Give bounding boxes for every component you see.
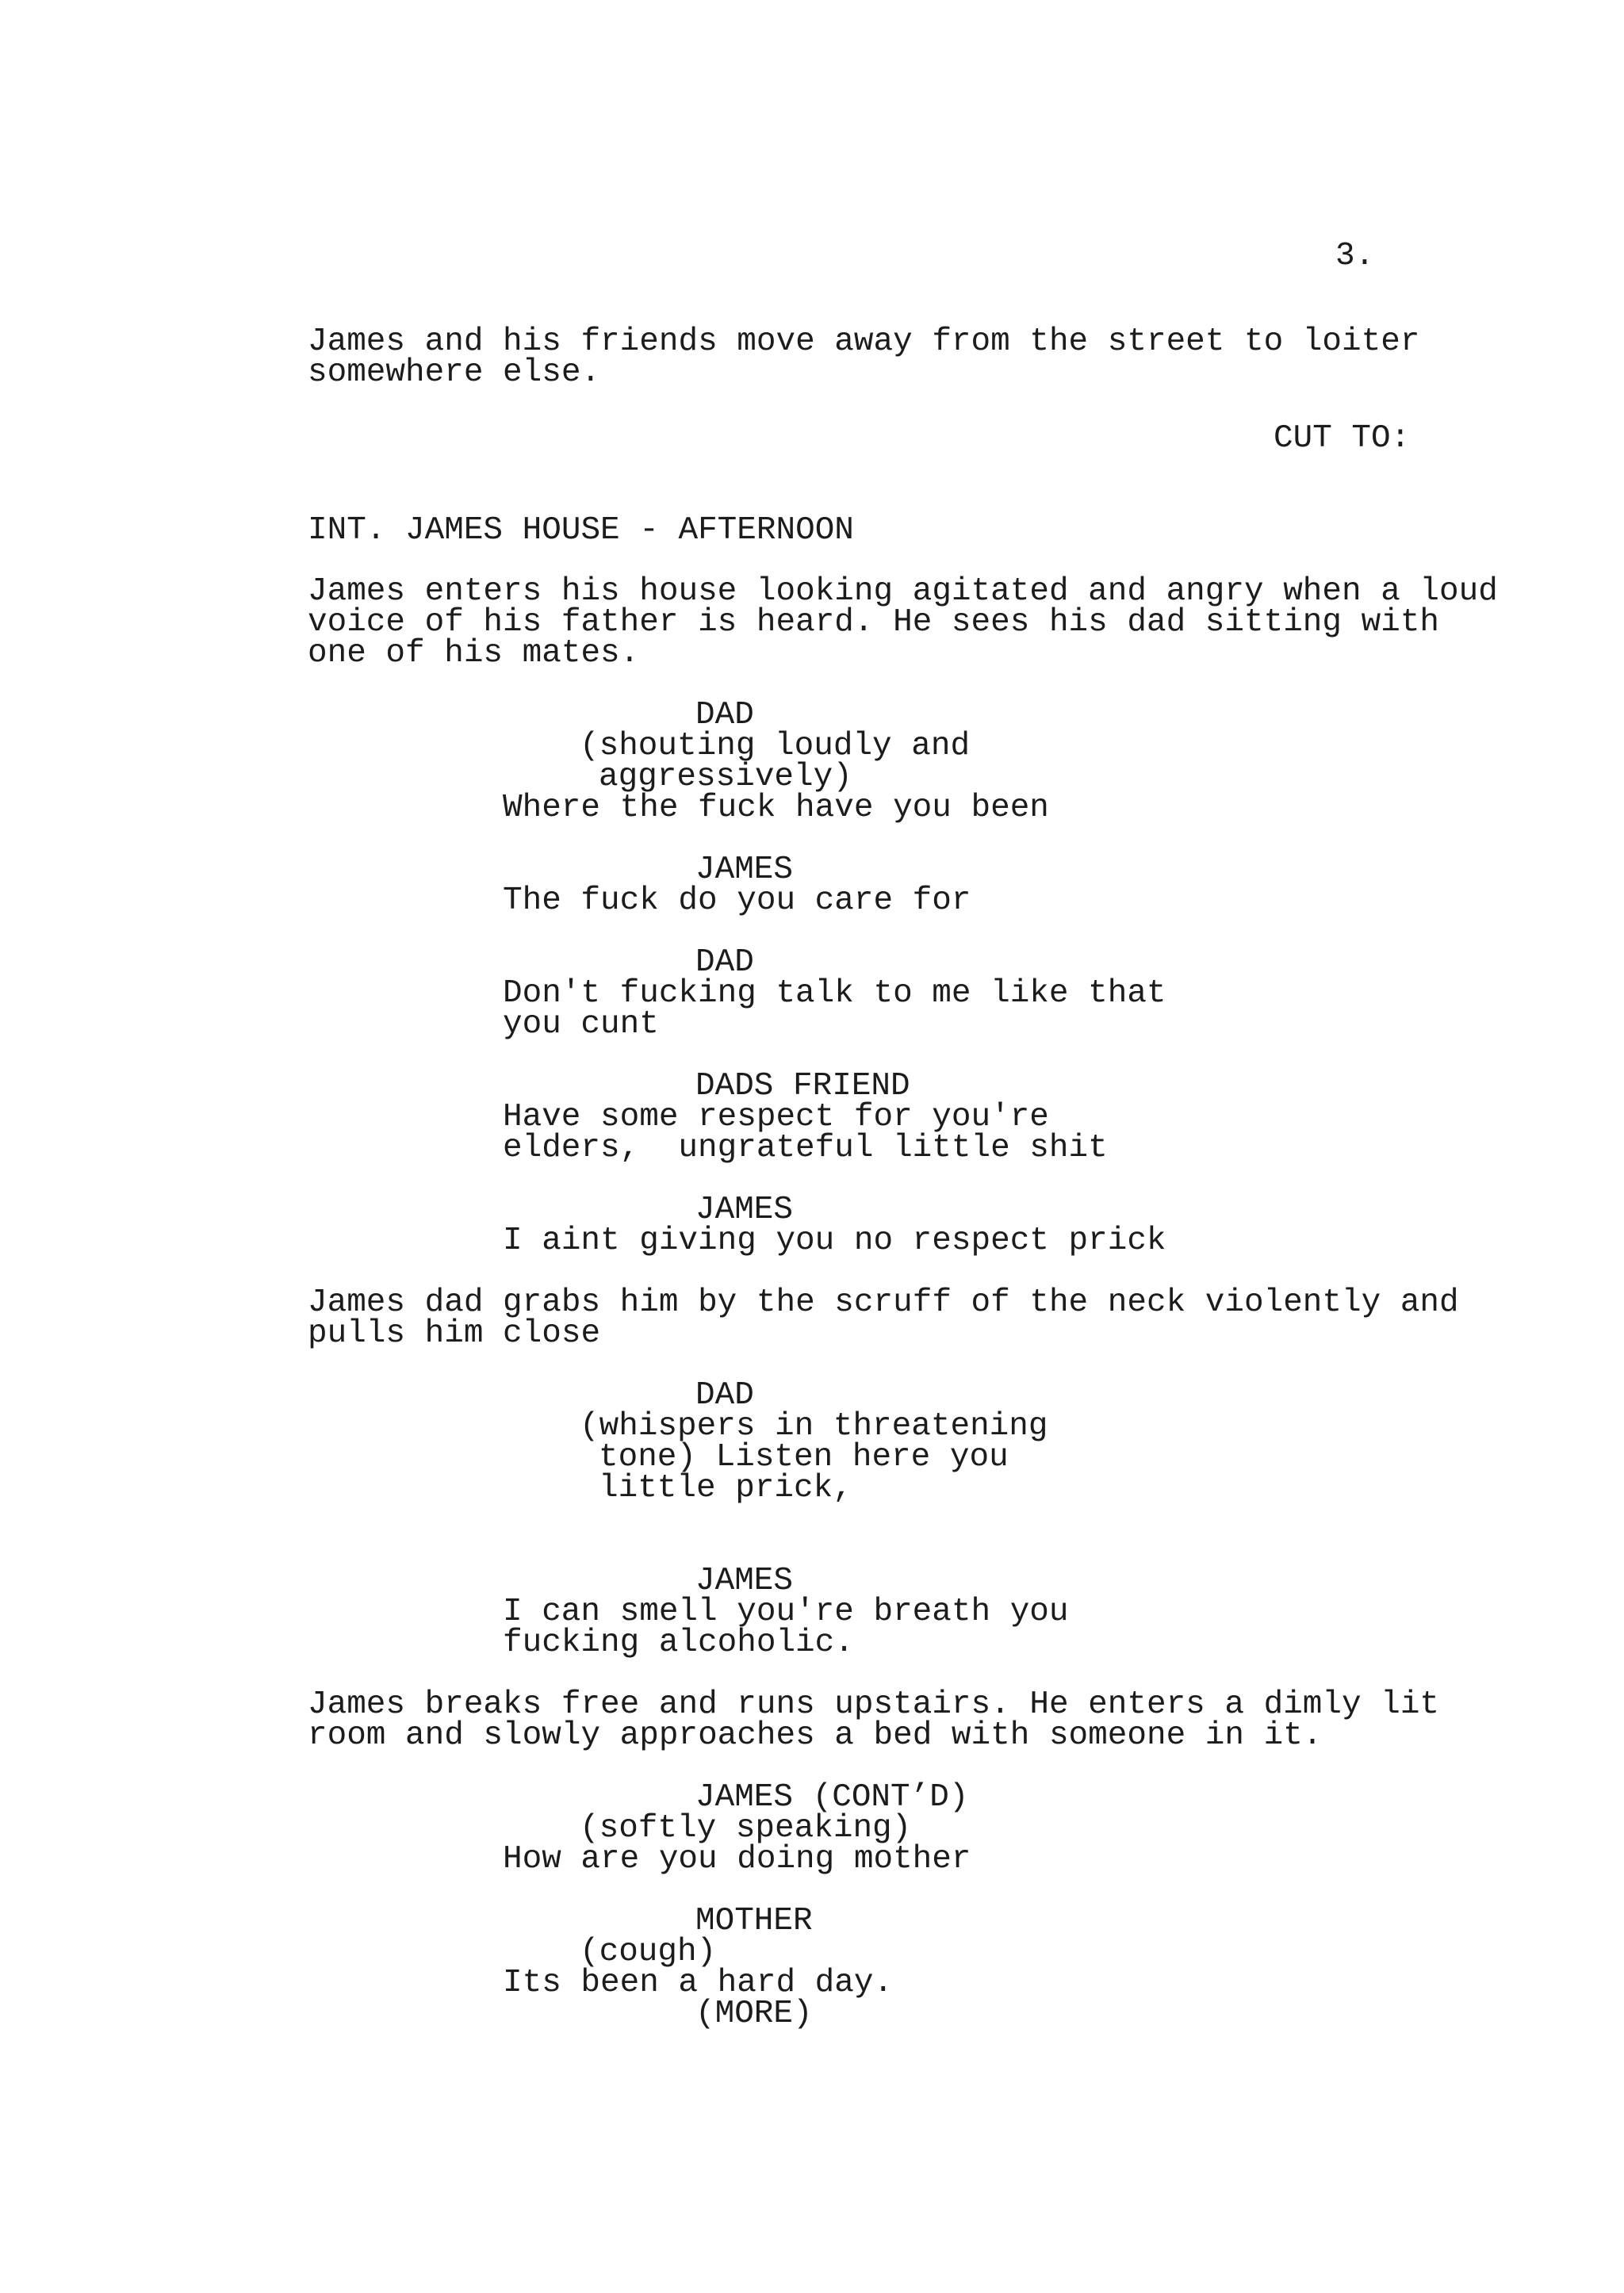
character-name: JAMES	[695, 1563, 794, 1599]
dialogue-line: elders, ungrateful little shit	[503, 1130, 1108, 1166]
character-name: DAD	[695, 697, 754, 733]
action-line: one of his mates.	[308, 635, 640, 672]
parenthetical: (shouting loudly and	[580, 728, 971, 764]
scene-heading: INT. JAMES HOUSE - AFTERNOON	[308, 512, 854, 549]
character-name: DAD	[695, 1377, 754, 1414]
dialogue-line: you cunt	[503, 1006, 659, 1043]
dialogue-line: How are you doing mother	[503, 1841, 971, 1878]
action-line: James enters his house looking agitated and angry when a loud	[308, 573, 1498, 610]
character-name: MOTHER	[695, 1903, 813, 1939]
parenthetical: (cough)	[580, 1934, 717, 1970]
dialogue-line: I aint giving you no respect prick	[503, 1223, 1166, 1259]
dialogue-line: Don't fucking talk to me like that	[503, 975, 1166, 1012]
dialogue-line: Where the fuck have you been	[503, 790, 1049, 826]
dialogue-line: Have some respect for you're	[503, 1099, 1049, 1135]
character-name: JAMES	[695, 852, 794, 888]
page-number: 3.	[1335, 238, 1375, 274]
character-name: DAD	[695, 944, 754, 981]
action-line: pulls him close	[308, 1315, 601, 1352]
action-line: somewhere else.	[308, 354, 601, 391]
action-line: James and his friends move away from the street to loiter	[308, 323, 1420, 360]
action-line: room and slowly approaches a bed with someone in it.	[308, 1717, 1323, 1754]
dialogue-line: The fuck do you care for	[503, 882, 971, 919]
parenthetical: (softly speaking)	[580, 1810, 912, 1847]
action-line: James dad grabs him by the scruff of the neck violently and	[308, 1284, 1459, 1321]
parenthetical: tone) Listen here you	[599, 1439, 1009, 1476]
action-line: voice of his father is heard. He sees his dad sitting with	[308, 604, 1440, 641]
character-name: DADS FRIEND	[695, 1068, 910, 1104]
transition: CUT TO:	[1274, 420, 1411, 457]
parenthetical: little prick,	[599, 1470, 852, 1506]
dialogue-line: Its been a hard day.	[503, 1965, 894, 2001]
dialogue-line: I can smell you're breath you	[503, 1594, 1069, 1630]
action-line: James breaks free and runs upstairs. He enters a dimly lit	[308, 1686, 1440, 1723]
parenthetical: (whispers in threatening	[580, 1408, 1048, 1445]
character-name: JAMES (CONT’D)	[695, 1779, 969, 1816]
dialogue-line: fucking alcoholic.	[503, 1625, 854, 1661]
character-name: JAMES	[695, 1192, 794, 1228]
parenthetical: aggressively)	[599, 759, 852, 795]
more-marker: (MORE)	[695, 1996, 813, 2032]
